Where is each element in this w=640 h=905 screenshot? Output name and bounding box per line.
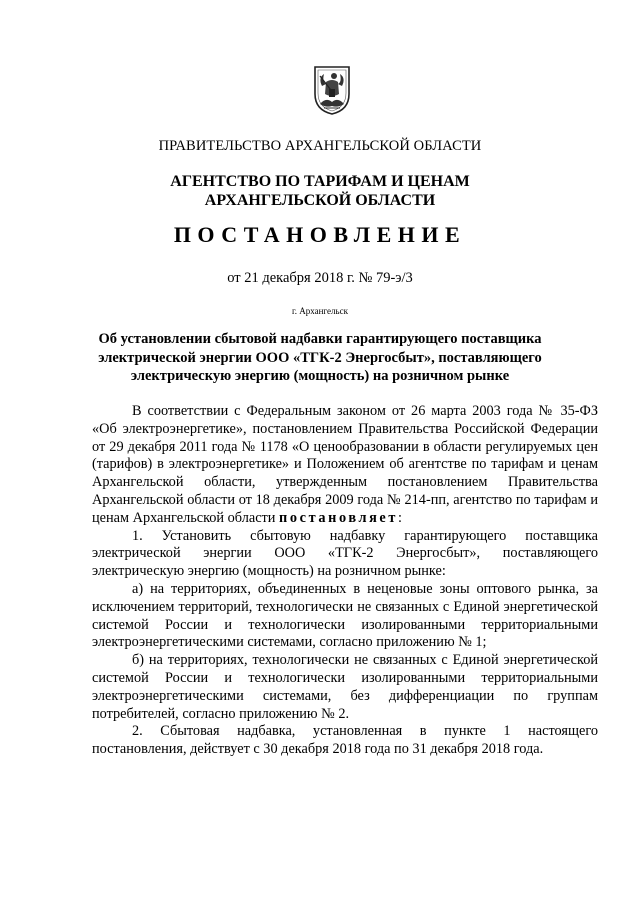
resolves-colon: : [398,509,402,526]
date-and-number: от 21 декабря 2018 г. № 79-э/3 [227,270,413,286]
item-2: 2. Сбытовая надбавка, установленная в пункте 1 настоящего постановления, действует с 30 декабря 2018 года по 31 декабря 2018 года. [92,723,598,758]
agency-name-line2: АРХАНГЕЛЬСКОЙ ОБЛАСТИ [204,192,436,209]
agency-name-line1: АГЕНТСТВО ПО ТАРИФАМ И ЦЕНАМ [170,173,470,190]
preamble-text: В соответствии с Федеральным законом от 26 марта 2003 года № 35-ФЗ «Об электроэнергетике», постановлением Правительства Российской Федерации от 29 декабря 2011 года № 1178 «О ценообразовании в области регулируемых цен (тарифов) в электроэнергетике» и Положением об агентстве по тарифам и ценам Архангельской области, утвержденным постановлением Правительства Архангельской области от 18 декабря 2009 года № 214-пп, агентство по тарифам и ценам Архангельской области [92,403,598,526]
city: г. Архангельск [292,306,348,316]
subject-line2: электрической энергии ООО «ТГК-2 Энергосбыт», поставляющего [98,349,542,366]
agency-name [0,172,640,210]
government-name: ПРАВИТЕЛЬСТВО АРХАНГЕЛЬСКОЙ ОБЛАСТИ [158,138,482,154]
item-1a: а) на территориях, объединенных в неценовые зоны оптового рынка, за исключением территорий, технологически не связанных с Единой энергетической системой России и технологически изолированными территориальными электроэнергетическими системами, согласно приложению № 1; [92,580,598,651]
preamble-paragraph [92,403,598,528]
document-body [92,403,598,759]
document-type: ПОСТАНОВЛЕНИЕ [173,222,467,247]
resolves-word: постановляет [279,509,398,526]
coat-of-arms-icon [312,64,352,116]
item-1b: б) на территориях, технологически не связанных с Единой энергетической системой России и технологически изолированными территориальными электроэнергетическими системами, без дифференциации по группам потребителей, согласно приложению № 2. [92,652,598,722]
item-1: 1. Установить сбытовую надбавку гарантирующего поставщика электрической энергии ООО «ТГК-2 Энергосбыт», поставляющего электрическую энергию (мощность) на розничном рынке: [92,527,598,580]
subject-line3: электрическую энергию (мощность) на розничном рынке [130,368,510,384]
subject-line1: Об установлении сбытовой надбавки гарантирующего поставщика [98,331,542,347]
document-subject [0,330,640,386]
